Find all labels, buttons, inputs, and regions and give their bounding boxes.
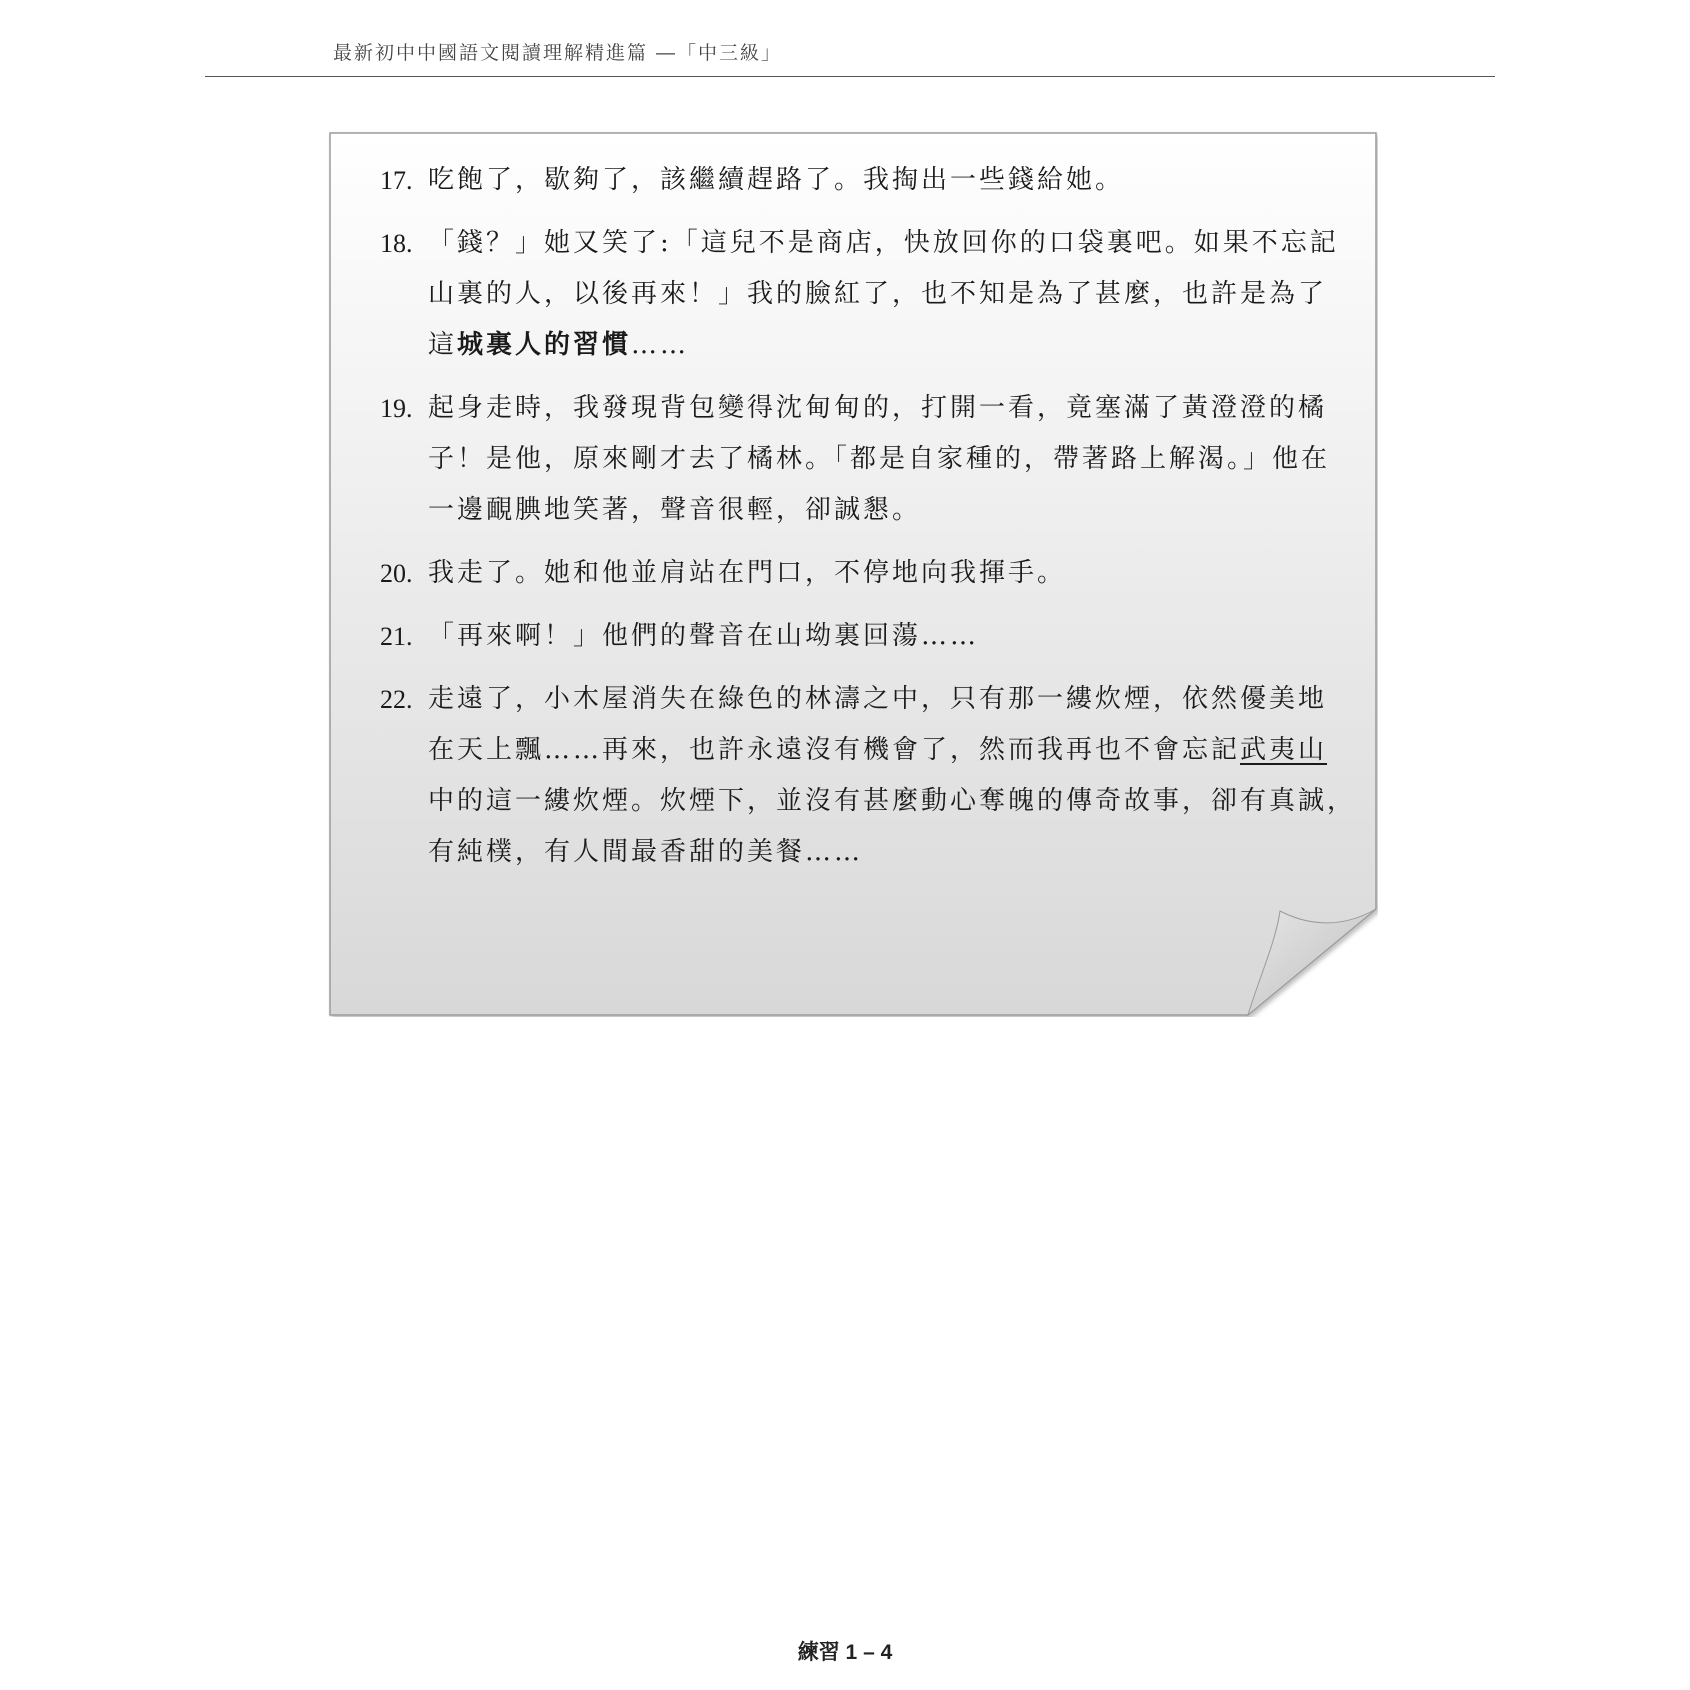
note-card <box>328 131 1378 1017</box>
paragraph-number: 22. <box>380 685 413 714</box>
bold-phrase: 城裏人的習慣 <box>457 330 632 360</box>
text-line <box>428 434 1380 485</box>
text-line <box>428 827 1380 878</box>
text-segment: 有純樸，有人間最香甜的美餐…… <box>428 837 864 867</box>
text-line <box>428 725 1380 776</box>
text-line <box>428 155 1380 206</box>
text-line <box>428 548 1380 599</box>
page-header <box>205 36 1495 77</box>
text-segment: 起身走時，我發現背包變得沈甸甸的，打開一看，竟塞滿了黃澄澄的橘 <box>428 393 1328 423</box>
underlined-proper-noun: 武夷山 <box>1240 735 1328 765</box>
text-segment: …… <box>631 330 690 360</box>
text-segment: 吃飽了，歇夠了，該繼續趕路了。我掏出一些錢給她。 <box>428 165 1125 195</box>
note-text <box>380 155 1380 890</box>
paragraph <box>380 155 1380 206</box>
text-segment: 「再來啊！」他們的聲音在山坳裏回蕩…… <box>428 621 980 651</box>
text-line <box>428 674 1380 725</box>
text-segment: 中的這一縷炊煙。炊煙下，並沒有甚麼動心奪魄的傳奇故事，卻有真誠， <box>428 786 1357 816</box>
paragraph <box>380 611 1380 662</box>
paragraph-number: 17. <box>380 166 413 195</box>
text-segment: 「錢？」她又笑了:「這兒不是商店，快放回你的口袋裏吧。如果不忘記 <box>428 228 1339 258</box>
text-segment: 我走了。她和他並肩站在門口，不停地向我揮手。 <box>428 558 1067 588</box>
text-line <box>428 611 1380 662</box>
text-line <box>428 320 1380 371</box>
text-segment: 這 <box>428 330 458 360</box>
paragraph <box>380 548 1380 599</box>
paragraph-number: 18. <box>380 229 413 258</box>
text-line <box>428 269 1380 320</box>
text-segment: 走遠了，小木屋消失在綠色的林濤之中，只有那一縷炊煙，依然優美地 <box>428 684 1328 714</box>
paragraph-number: 21. <box>380 622 413 651</box>
text-line <box>428 485 1380 536</box>
header-title: 最新初中中國語文閱讀理解精進篇 ―「中三級」 <box>333 42 783 64</box>
text-segment: 子！是他，原來剛才去了橘林。「都是自家種的，帶著路上解渴。」他在 <box>428 444 1331 474</box>
paragraph-number: 19. <box>380 394 413 423</box>
text-line <box>428 383 1380 434</box>
paragraph-number: 20. <box>380 559 413 588</box>
paragraph <box>380 383 1380 536</box>
text-line <box>428 776 1380 827</box>
paragraph <box>380 218 1380 371</box>
paragraph <box>380 674 1380 878</box>
page-number: 練習 1 – 4 <box>797 1641 893 1664</box>
text-segment: 在天上飄……再來，也許永遠沒有機會了，然而我再也不會忘記 <box>428 735 1241 765</box>
text-segment: 山裏的人，以後再來！」我的臉紅了，也不知是為了甚麼，也許是為了 <box>428 279 1328 309</box>
text-line <box>428 218 1380 269</box>
text-segment: 一邊靦腆地笑著，聲音很輕，卻誠懇。 <box>428 495 922 525</box>
